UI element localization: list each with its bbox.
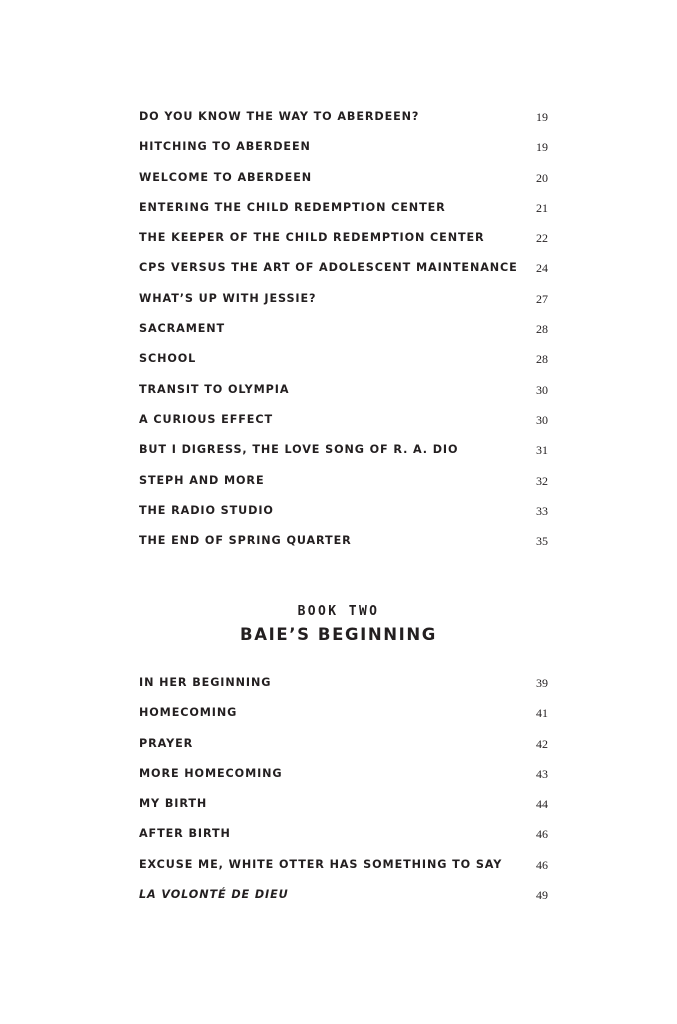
toc-entry-title: THE KEEPER OF THE CHILD REDEMPTION CENTER [139, 231, 485, 245]
toc-entry-title: BUT I DIGRESS, THE LOVE SONG OF R. A. DIO [139, 443, 459, 457]
toc-entry-page: 32 [536, 473, 548, 488]
toc-entry[interactable] [139, 171, 548, 201]
toc-entry[interactable] [139, 474, 548, 504]
toc-entry-page: 30 [536, 382, 548, 397]
toc-entry-page: 41 [536, 706, 548, 721]
toc-entry[interactable] [139, 676, 548, 706]
toc-entry-page: 19 [536, 110, 548, 124]
toc-entry-title: THE END OF SPRING QUARTER [139, 534, 352, 548]
toc-entry[interactable] [139, 858, 548, 888]
toc-entry[interactable] [139, 827, 548, 857]
toc-entry-page: 24 [536, 261, 548, 276]
toc-entry-title: SACRAMENT [139, 322, 226, 336]
toc-entry-page: 28 [536, 322, 548, 337]
toc-entry[interactable] [139, 201, 548, 231]
toc-entry[interactable] [139, 110, 548, 140]
toc-entry[interactable] [139, 706, 548, 736]
toc-entry-page: 42 [536, 736, 548, 751]
toc-entry-page: 22 [536, 231, 548, 246]
toc-entry-title: WHAT’S UP WITH JESSIE? [139, 291, 317, 305]
toc-entry[interactable] [139, 534, 548, 564]
toc-entry-title: MORE HOMECOMING [139, 766, 283, 780]
toc-entry-page: 21 [536, 200, 548, 215]
toc-entry-title: WELCOME TO ABERDEEN [139, 170, 313, 184]
toc-entry-title: STEPH AND MORE [139, 473, 265, 487]
toc-entry-title: SCHOOL [139, 352, 197, 366]
toc-entry-title: PRAYER [139, 736, 194, 750]
toc-entry-page: 39 [536, 676, 548, 690]
toc-entry-page: 19 [536, 140, 548, 155]
toc-entry-page: 30 [536, 412, 548, 427]
toc-entry-page: 20 [536, 170, 548, 185]
toc-entry-page: 46 [536, 827, 548, 842]
toc-entry-title: IN HER BEGINNING [139, 676, 272, 689]
toc-entry-title: THE RADIO STUDIO [139, 503, 274, 517]
part-title: BAIE’S BEGINNING [240, 625, 437, 644]
toc-entry[interactable] [139, 140, 548, 170]
toc-entry-page: 44 [536, 797, 548, 812]
toc-entry-title: HOMECOMING [139, 706, 238, 720]
toc-entry[interactable] [139, 797, 548, 827]
toc-entry[interactable] [139, 504, 548, 534]
part-label: BOOK TWO [297, 604, 380, 619]
toc-entry[interactable] [139, 322, 548, 352]
toc-entry[interactable] [139, 737, 548, 767]
toc-entry[interactable] [139, 413, 548, 443]
toc-entry-title: MY BIRTH [139, 797, 208, 811]
toc-list-book-two [139, 676, 548, 918]
toc-entry[interactable] [139, 767, 548, 797]
toc-entry-page: 49 [536, 888, 548, 903]
toc-entry[interactable] [139, 231, 548, 261]
toc-entry-title: AFTER BIRTH [139, 827, 231, 841]
toc-entry-title: LA VOLONTÉ DE DIEU [139, 888, 289, 902]
toc-entry-title: DO YOU KNOW THE WAY TO ABERDEEN? [139, 110, 420, 123]
toc-entry[interactable] [139, 443, 548, 473]
toc-entry-title: A CURIOUS EFFECT [139, 412, 273, 426]
toc-entry-page: 35 [536, 534, 548, 549]
toc-entry-title: TRANSIT TO OLYMPIA [139, 382, 290, 396]
toc-entry-page: 27 [536, 291, 548, 306]
toc-entry-page: 46 [536, 857, 548, 872]
toc-entry[interactable] [139, 383, 548, 413]
toc-entry-title: ENTERING THE CHILD REDEMPTION CENTER [139, 200, 446, 214]
toc-entry-page: 28 [536, 352, 548, 367]
toc-entry-title: HITCHING TO ABERDEEN [139, 140, 311, 154]
toc-entry-title: EXCUSE ME, WHITE OTTER HAS SOMETHING TO SAY [139, 857, 503, 871]
toc-entry-page: 31 [536, 443, 548, 458]
toc-list-section-1 [139, 110, 548, 564]
toc-entry[interactable] [139, 888, 548, 918]
toc-entry-title: CPS VERSUS THE ART OF ADOLESCENT MAINTENANCE [139, 261, 518, 275]
toc-entry-page: 33 [536, 503, 548, 518]
toc-entry[interactable] [139, 292, 548, 322]
toc-entry[interactable] [139, 261, 548, 291]
toc-entry-page: 43 [536, 766, 548, 781]
toc-entry[interactable] [139, 352, 548, 382]
